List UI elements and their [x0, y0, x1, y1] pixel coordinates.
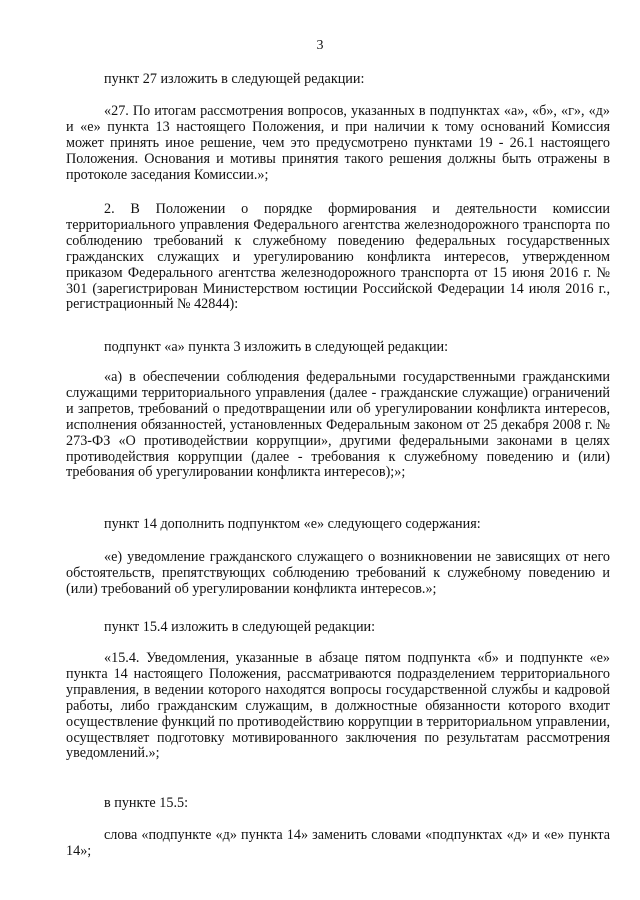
- paragraph-5: «а) в обеспечении соблюдения федеральными государственными гражданскими служащими территориального управления (далее - гражданские служащие) ограничений и запретов, требований о предотвращении или об урегулировании конфликта интересов, исполнения обязанностей, установленных Федеральным законом от 25 декабря 2008 г. № 273-ФЗ «О противодействии коррупции», другими федеральными законами в целях противодействия коррупции (далее - требования к служебному поведению и (или) требования об урегулировании конфликта интересов);»;: [66, 369, 610, 481]
- paragraph-10: в пункте 15.5:: [104, 795, 189, 811]
- paragraph-11: слова «подпункте «д» пункта 14» заменить словами «подпунктах «д» и «е» пункта 14»;: [66, 827, 610, 859]
- page-number: 3: [316, 38, 324, 53]
- paragraph-7: «е) уведомление гражданского служащего о возникновении не зависящих от него обстоятельств, препятствующих соблюдению требований к служебному поведению и (или) требований об урегулировании конфликта интересов.»;: [66, 549, 610, 597]
- paragraph-2: «27. По итогам рассмотрения вопросов, указанных в подпунктах «а», «б», «г», «д» и «е» пункта 13 настоящего Положения, и при наличии к тому оснований Комиссия может принять иное решение, чем это предусмотрено пунктами 19 - 26.1 настоящего Положения. Основания и мотивы принятия такого решения должны быть отражены в протоколе заседания Комиссии.»;: [66, 103, 610, 183]
- paragraph-4: подпункт «а» пункта 3 изложить в следующей редакции:: [104, 339, 449, 355]
- paragraph-8: пункт 15.4 изложить в следующей редакции:: [104, 619, 376, 635]
- paragraph-6: пункт 14 дополнить подпунктом «е» следующего содержания:: [104, 516, 481, 532]
- paragraph-9: «15.4. Уведомления, указанные в абзаце пятом подпункта «б» и подпункте «е» пункта 14 настоящего Положения, рассматриваются подразделением территориального управления, в ведении которого находятся вопросы государственной службы и кадровой работы, либо гражданским служащим, в должностные обязанности которого входит осуществление функций по противодействию коррупции в территориальном управлении, осуществляет подготовку мотивированного заключения по результатам рассмотрения уведомлений.»;: [66, 650, 610, 762]
- paragraph-1: пункт 27 изложить в следующей редакции:: [104, 71, 365, 87]
- paragraph-3: 2. В Положении о порядке формирования и деятельности комиссии территориального управления Федерального агентства железнодорожного транспорта по соблюдению требований к служебному поведению федеральных государственных гражданских служащих и урегулированию конфликта интересов, утвержденном приказом Федерального агентства железнодорожного транспорта от 15 июня 2016 г. № 301 (зарегистрирован Министерством юстиции Российской Федерации 14 июля 2016 г., регистрационный № 42844):: [66, 201, 610, 313]
